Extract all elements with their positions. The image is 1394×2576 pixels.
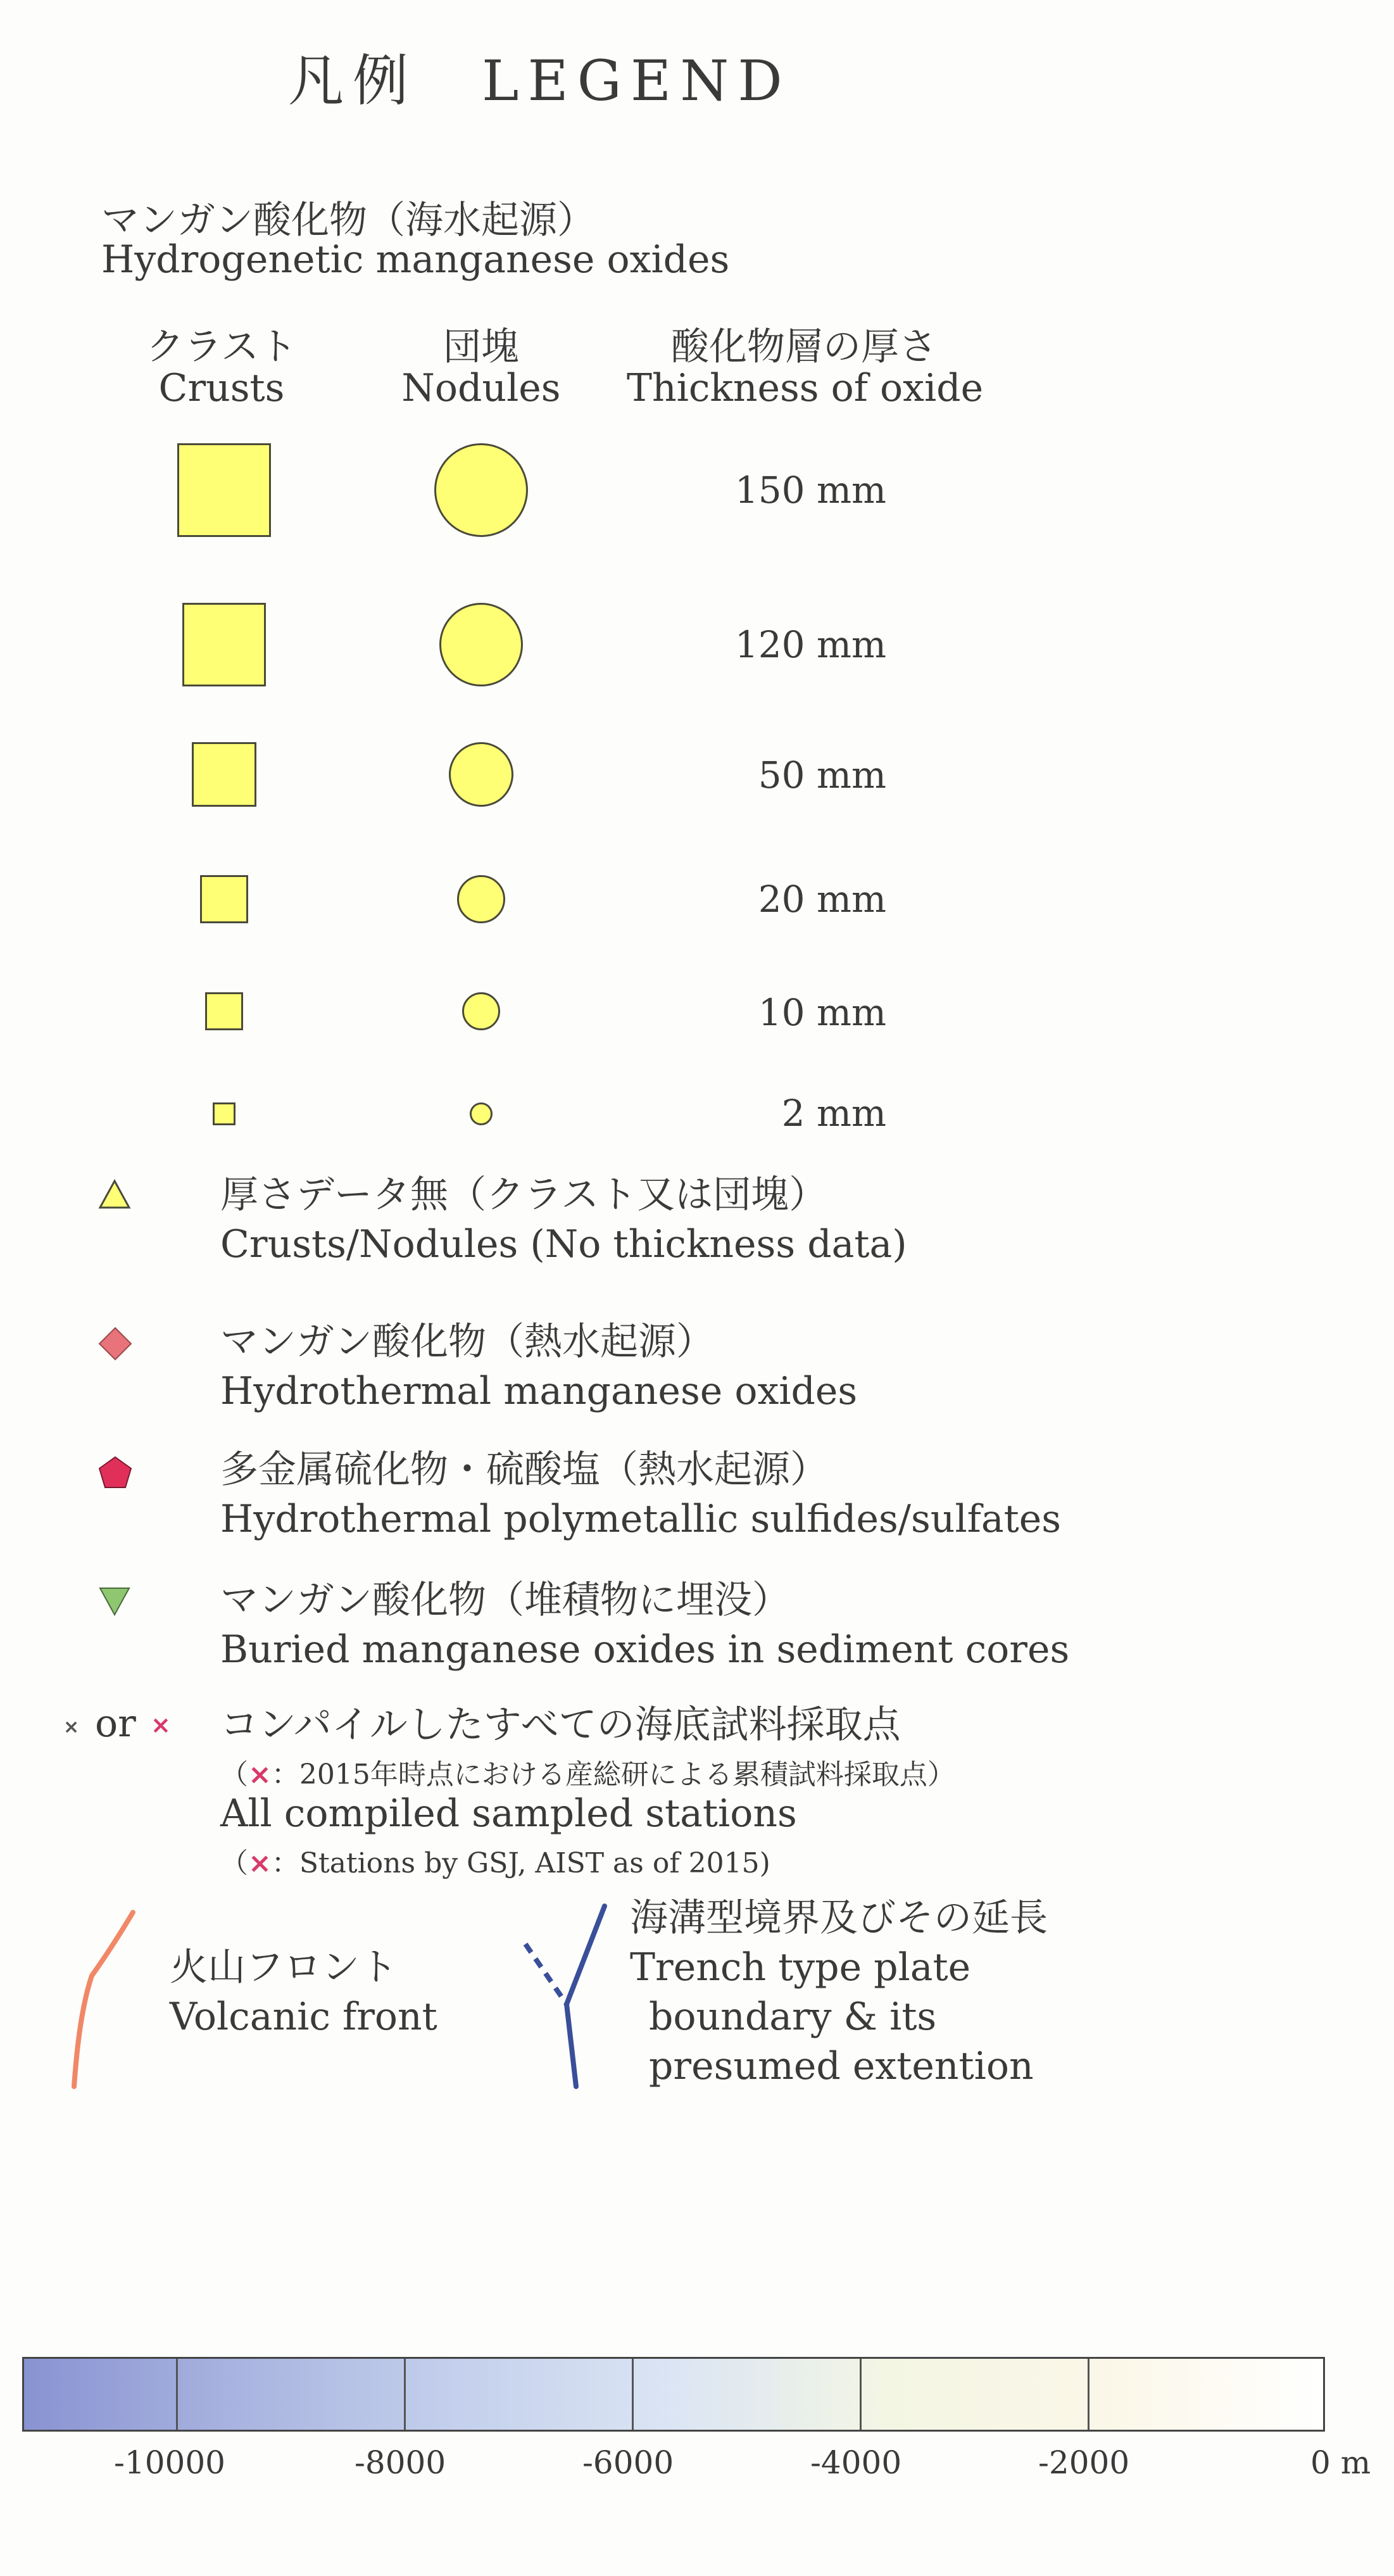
- nodules-header-jp: 団塊: [443, 325, 519, 369]
- volcanic-front-label-jp: 火山フロント: [170, 1945, 398, 1990]
- stations-note-jp-text: ：2015年時点における産総研による累積試料採取点）: [271, 1758, 955, 1791]
- thickness-label-150: 150 mm: [734, 469, 886, 512]
- thickness-label-50: 50 mm: [758, 754, 886, 797]
- hydrothermal-mn-diamond-icon: [97, 1326, 133, 1361]
- stations-label-en: All compiled sampled stations: [220, 1791, 797, 1836]
- trench-label-en-line2: boundary & its: [649, 1995, 937, 2039]
- buried-label-jp: マンガン酸化物（堆積物に埋没）: [220, 1578, 790, 1622]
- depth-divider: [860, 2359, 862, 2430]
- no-data-label-jp: 厚さデータ無（クラスト又は団塊）: [220, 1173, 827, 1217]
- crust-120mm-symbol: [182, 603, 266, 686]
- crusts-header-en: Crusts: [158, 366, 285, 410]
- crust-150mm-symbol: [177, 443, 271, 537]
- crust-50mm-symbol: [192, 742, 256, 807]
- thickness-header-jp: 酸化物層の厚さ: [671, 325, 937, 369]
- nodule-20mm-symbol: [457, 875, 505, 923]
- stations-note-jp: [220, 1752, 955, 1792]
- crust-10mm-symbol: [205, 992, 243, 1030]
- stations-note-en: [220, 1840, 770, 1881]
- depth-gradient-fill: [24, 2359, 1323, 2430]
- hydrogenetic-title-en: Hydrogenetic manganese oxides: [101, 237, 730, 282]
- crusts-header-jp: クラスト: [146, 325, 298, 369]
- nodule-10mm-symbol: [462, 992, 500, 1030]
- depth-tick-label: 0 m: [1310, 2444, 1371, 2481]
- stations-note-en-prefix: （: [220, 1847, 248, 1879]
- thickness-label-120: 120 mm: [734, 623, 886, 666]
- station-mark-gray-icon: ×: [63, 1716, 80, 1738]
- depth-tick-label: -2000: [1038, 2444, 1130, 2481]
- nodule-120mm-symbol: [439, 603, 523, 686]
- hydrothermal-mn-label-en: Hydrothermal manganese oxides: [220, 1369, 858, 1413]
- volcanic-front-line-icon: [63, 1909, 146, 2093]
- nodule-50mm-symbol: [449, 742, 513, 807]
- stations-label-jp: コンパイルしたすべての海底試料採取点: [220, 1703, 901, 1747]
- stations-note-jp-mark-icon: ×: [248, 1758, 272, 1791]
- hydrogenetic-title-jp: マンガン酸化物（海水起源）: [101, 198, 595, 243]
- depth-divider: [176, 2359, 178, 2430]
- trench-label-jp: 海溝型境界及びその延長: [630, 1896, 1048, 1940]
- nodules-header-en: Nodules: [401, 366, 561, 410]
- thickness-label-10: 10 mm: [758, 991, 886, 1034]
- thickness-header-en: Thickness of oxide: [627, 366, 984, 410]
- nodule-2mm-symbol: [470, 1102, 493, 1125]
- depth-tick-label: -10000: [114, 2444, 225, 2481]
- depth-divider: [1088, 2359, 1089, 2430]
- hydrothermal-mn-label-jp: マンガン酸化物（熱水起源）: [220, 1320, 714, 1364]
- crust-2mm-symbol: [213, 1102, 235, 1125]
- no-data-triangle-icon: [98, 1179, 131, 1209]
- nodule-150mm-symbol: [434, 443, 528, 537]
- trench-label-en-line1: Trench type plate: [630, 1945, 971, 1990]
- sulfides-pentagon-icon: [97, 1455, 133, 1489]
- depth-color-scale-bar: [22, 2357, 1325, 2432]
- trench-label-en-line3: presumed extention: [649, 2044, 1034, 2088]
- stations-note-en-text: ：Stations by GSJ, AIST as of 2015): [271, 1847, 770, 1879]
- depth-tick-label: -8000: [355, 2444, 446, 2481]
- stations-note-jp-prefix: （: [220, 1758, 248, 1791]
- thickness-label-2: 2 mm: [781, 1092, 886, 1135]
- stations-or-label: or: [95, 1702, 136, 1746]
- no-data-label-en: Crusts/Nodules (No thickness data): [220, 1222, 907, 1266]
- sulfides-label-jp: 多金属硫化物・硫酸塩（熱水起源）: [220, 1448, 828, 1492]
- trench-boundary-line-icon: [516, 1903, 630, 2093]
- thickness-label-20: 20 mm: [758, 878, 886, 921]
- buried-inverted-triangle-icon: [98, 1586, 131, 1617]
- depth-tick-label: -6000: [582, 2444, 674, 2481]
- depth-divider: [632, 2359, 634, 2430]
- station-mark-pink-icon: ×: [151, 1711, 171, 1739]
- stations-note-en-mark-icon: ×: [248, 1847, 272, 1879]
- buried-label-en: Buried manganese oxides in sediment cores: [220, 1627, 1070, 1672]
- depth-tick-label: -4000: [810, 2444, 902, 2481]
- crust-20mm-symbol: [200, 875, 248, 923]
- sulfides-label-en: Hydrothermal polymetallic sulfides/sulfates: [220, 1497, 1062, 1541]
- volcanic-front-label-en: Volcanic front: [170, 1995, 437, 2039]
- depth-divider: [404, 2359, 406, 2430]
- legend-title: 凡例 LEGEND: [288, 48, 791, 113]
